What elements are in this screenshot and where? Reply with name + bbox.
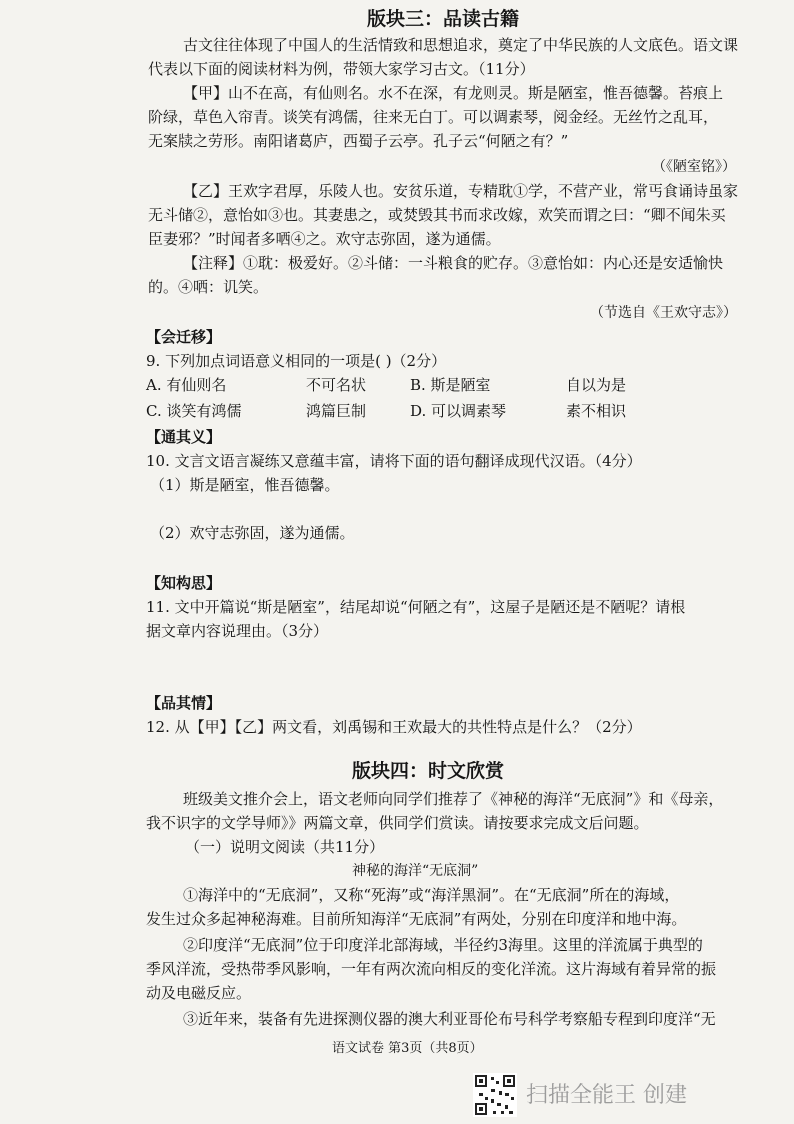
q10-heading: 【通其义】 bbox=[146, 428, 222, 446]
section4-intro-1: 班级美文推介会上，语文老师向同学们推荐了《神秘的海洋“无底洞”》和《母亲， bbox=[183, 790, 724, 808]
q9-option-d: D. 可以调素琴 bbox=[410, 402, 507, 420]
article-p3-1: ③近年来，装备有先进探测仪器的澳大利亚哥伦布号科学考察船专程到印度洋“无 bbox=[183, 1010, 716, 1028]
yi-source: （节选自《王欢守志》） bbox=[590, 305, 737, 321]
section3-title: 版块三：品读古籍 bbox=[367, 8, 520, 30]
jia-text-2: 阶绿，草色入帘青。谈笑有鸿儒，往来无白丁。可以调素琴，阅金经。无丝竹之乱耳， bbox=[148, 108, 719, 126]
article-p2-2: 季风洋流，受热带季风影响，一年有两次流向相反的变化洋流。这片海域有着异常的振 bbox=[146, 960, 717, 978]
q11-stem-2: 据文章内容说理由。（3分） bbox=[146, 622, 329, 640]
notes-1: 【注释】①耽：极爱好。②斗储：一斗粮食的贮存。③意怡如：内心还是安适愉快 bbox=[183, 254, 724, 272]
q10-item-2: （2）欢守志弥固，遂为通儒。 bbox=[150, 524, 355, 542]
q9-options-row-1 bbox=[146, 374, 746, 396]
q12-heading: 【品其情】 bbox=[146, 694, 222, 712]
q9-option-a-pair: 不可名状 bbox=[306, 376, 367, 394]
jia-text-1: 【甲】山不在高，有仙则名。水不在深，有龙则灵。斯是陋室，惟吾德馨。苔痕上 bbox=[183, 84, 724, 102]
yi-text-1: 【乙】王欢字君厚，乐陵人也。安贫乐道，专精耽①学，不营产业，常丐食诵诗虽家 bbox=[183, 182, 739, 200]
section3-intro-1: 古文往往体现了中国人的生活情致和思想追求，奠定了中华民族的人文底色。语文课 bbox=[183, 36, 739, 54]
part1-heading: （一）说明文阅读（共11分） bbox=[185, 838, 385, 856]
q9-option-a: A. 有仙则名 bbox=[146, 376, 227, 394]
yi-text-2: 无斗储②，意怡如③也。其妻患之，或焚毁其书而求改嫁，欢笑而谓之曰：“卿不闻朱买 bbox=[148, 206, 726, 224]
q9-option-b-pair: 自以为是 bbox=[566, 376, 627, 394]
q10-stem: 10. 文言文语言凝练又意蕴丰富，请将下面的语句翻译成现代汉语。（4分） bbox=[146, 452, 642, 470]
article-p2-1: ②印度洋“无底洞”位于印度洋北部海域，半径约3海里。这里的洋流属于典型的 bbox=[183, 936, 703, 954]
section4-intro-2: 我不识字的文学导师》》两篇文章，供同学们赏读。请按要求完成文后问题。 bbox=[146, 814, 649, 832]
article-p1-2: 发生过众多起神秘海难。目前所知海洋“无底洞”有两处，分别在印度洋和地中海。 bbox=[146, 910, 687, 928]
page-footer: 语文试卷 第3页（共8页） bbox=[332, 1041, 483, 1056]
jia-source: （《陋室铭》） bbox=[652, 159, 736, 175]
jia-text-3: 无案牍之劳形。南阳诸葛庐，西蜀子云亭。孔子云“何陋之有？” bbox=[148, 132, 569, 150]
q9-stem: 9. 下列加点词语意义相同的一项是( )（2分） bbox=[146, 352, 447, 370]
q9-option-d-pair: 素不相识 bbox=[566, 402, 627, 420]
article-title: 神秘的海洋“无底洞” bbox=[352, 863, 479, 879]
article-p2-3: 动及电磁反应。 bbox=[146, 984, 252, 1002]
yi-text-3: 臣妻邪？”时闻者多哂④之。欢守志弥固，遂为通儒。 bbox=[148, 230, 501, 248]
q11-stem-1: 11. 文中开篇说“斯是陋室”，结尾却说“何陋之有”，这屋子是陋还是不陋呢？请根 bbox=[146, 598, 686, 616]
q10-item-1: （1）斯是陋室，惟吾德馨。 bbox=[150, 476, 340, 494]
q9-heading: 【会迁移】 bbox=[146, 328, 222, 346]
q9-option-c-pair: 鸿篇巨制 bbox=[306, 402, 367, 420]
section4-title: 版块四：时文欣赏 bbox=[352, 760, 505, 782]
q12-stem: 12. 从【甲】【乙】两文看，刘禹锡和王欢最大的共性特点是什么？（2分） bbox=[146, 718, 642, 736]
q9-options-row-2 bbox=[146, 400, 746, 422]
q9-option-c: C. 谈笑有鸿儒 bbox=[146, 402, 242, 420]
qr-code-icon bbox=[473, 1073, 517, 1117]
article-p1-1: ①海洋中的“无底洞”，又称“死海”或“海洋黑洞”。在“无底洞”所在的海域， bbox=[183, 886, 680, 904]
section3-intro-2: 代表以下面的阅读材料为例，带领大家学习古文。（11分） bbox=[148, 60, 535, 78]
notes-2: 的。④哂：讥笑。 bbox=[148, 278, 269, 296]
q11-heading: 【知构思】 bbox=[146, 574, 222, 592]
scanner-watermark: 扫描全能王 创建 bbox=[526, 1083, 687, 1108]
q9-option-b: B. 斯是陋室 bbox=[410, 376, 491, 394]
